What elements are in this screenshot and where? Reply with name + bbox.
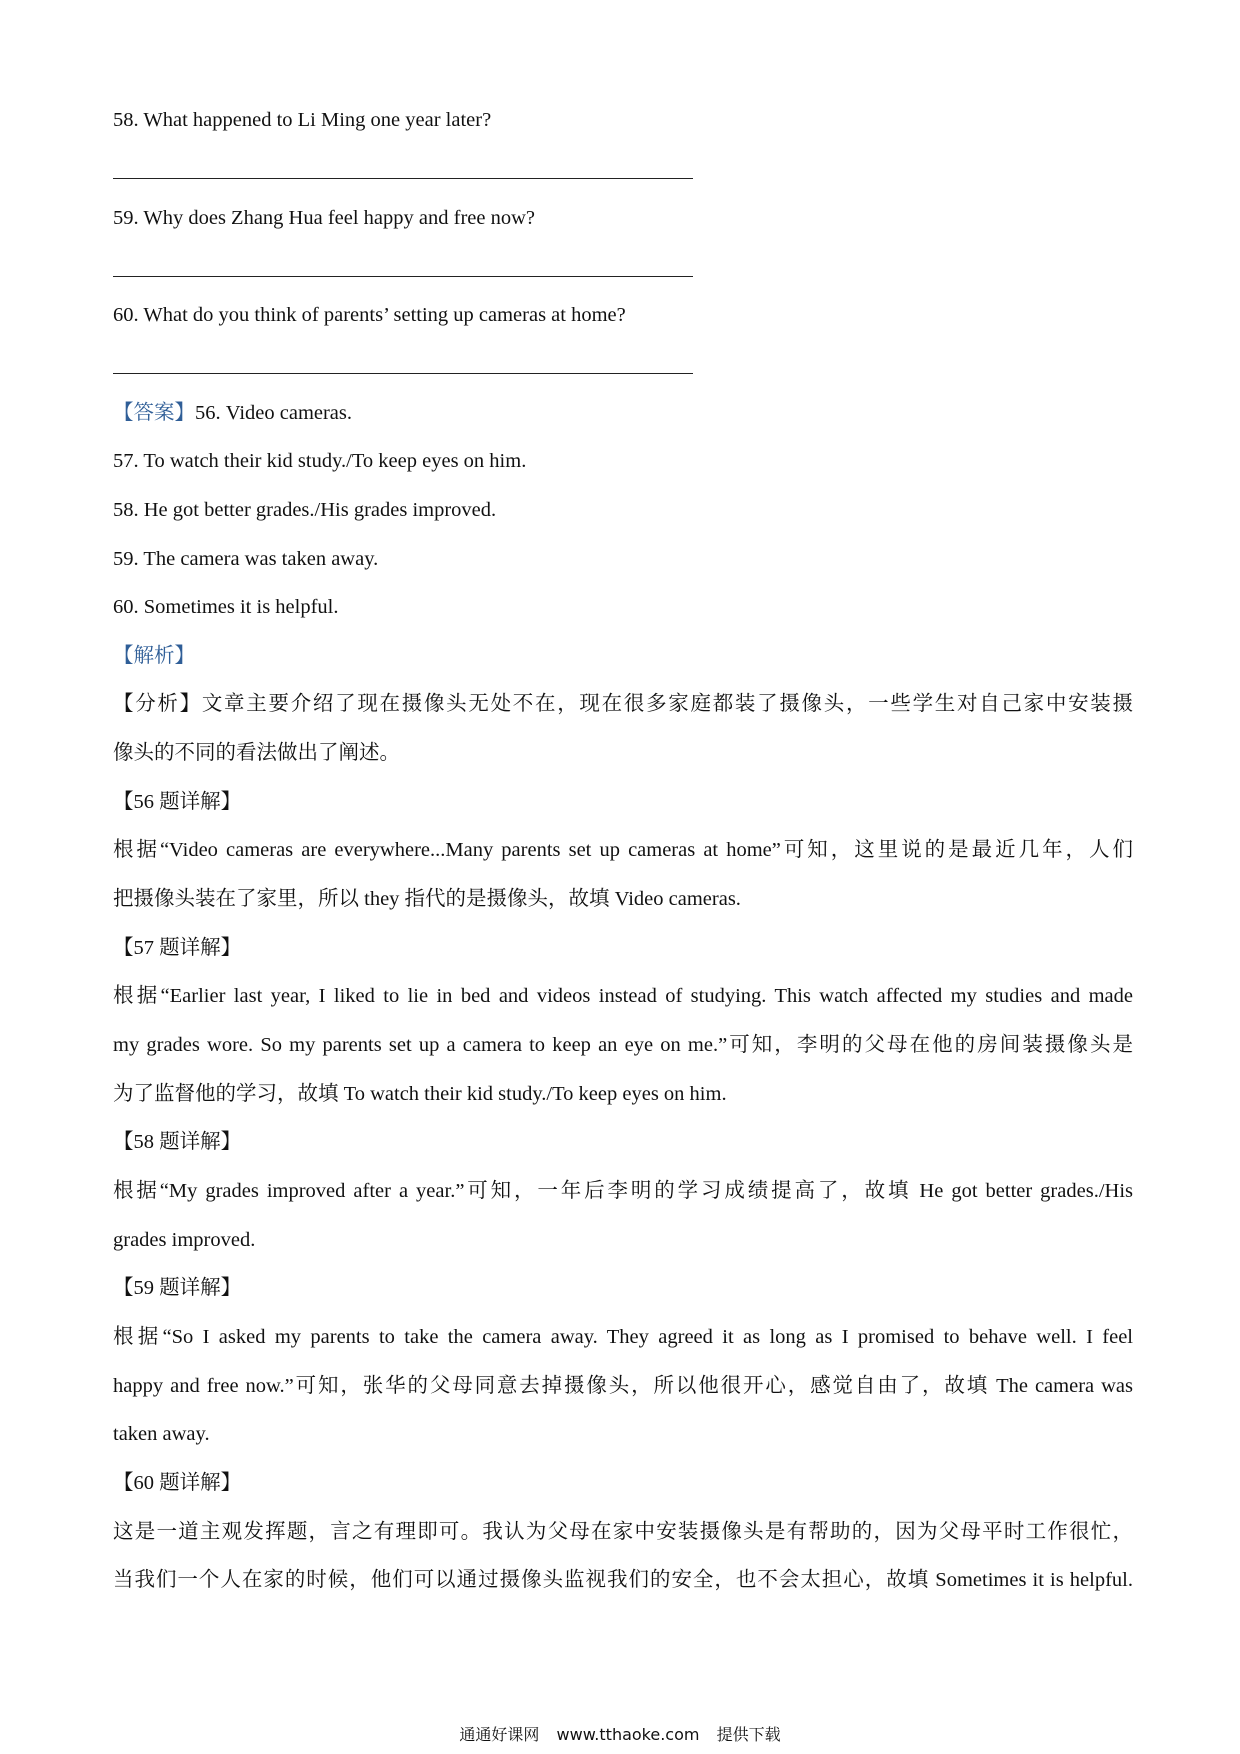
section-59-line-2: happy and free now.”可知，张华的父母同意去掉摄像头，所以他很开心，感觉自由了，故填 The camera was: [113, 1375, 1133, 1397]
footer-note: 提供下载: [716, 1725, 781, 1744]
section-58-line-1: 根据“My grades improved after a year.”可知，一年后李明的学习成绩提高了，故填 He got better grades./His: [113, 1180, 1133, 1202]
answer-blank-59: [113, 276, 693, 277]
answer-60: 60. Sometimes it is helpful.: [113, 596, 339, 618]
section-56-heading: 【56 题详解】: [113, 791, 242, 813]
section-60-heading: 【60 题详解】: [113, 1472, 242, 1494]
section-56-line-1: 根据“Video cameras are everywhere...Many parents set up cameras at home”可知，这里说的是最近几年，人们: [113, 839, 1133, 861]
answer-56: 56. Video cameras.: [195, 402, 353, 424]
section-60-line-1: 这是一道主观发挥题，言之有理即可。我认为父母在家中安装摄像头是有帮助的，因为父母平时工作很忙，: [113, 1521, 1133, 1543]
answer-blank-58: [113, 178, 693, 179]
section-57-line-2: my grades wore. So my parents set up a camera to keep an eye on me.”可知，李明的父母在他的房间装摄像头是: [113, 1034, 1133, 1056]
page-footer: [0, 1724, 1240, 1746]
footer-url-link[interactable]: www.tthaoke.com: [556, 1725, 700, 1744]
section-57-line-1: 根据“Earlier last year, I liked to lie in bed and videos instead of studying. This watch affected my studies and made: [113, 985, 1133, 1007]
section-60-line-2: 当我们一个人在家的时候，他们可以通过摄像头监视我们的安全，也不会太担心，故填 Sometimes it is helpful.: [113, 1569, 1133, 1591]
section-58-line-2: grades improved.: [113, 1229, 256, 1251]
question-59: 59. Why does Zhang Hua feel happy and free now?: [113, 207, 536, 229]
section-57-heading: 【57 题详解】: [113, 937, 242, 959]
section-57-line-3: 为了监督他的学习，故填 To watch their kid study./To keep eyes on him.: [113, 1083, 727, 1105]
analysis-summary-line-2: 像头的不同的看法做出了阐述。: [113, 742, 400, 764]
answer-58: 58. He got better grades./His grades improved.: [113, 499, 497, 521]
question-58: 58. What happened to Li Ming one year later?: [113, 109, 492, 131]
section-56-line-2: 把摄像头装在了家里，所以 they 指代的是摄像头，故填 Video cameras.: [113, 888, 741, 910]
section-58-heading: 【58 题详解】: [113, 1131, 242, 1153]
answer-label: 【答案】: [113, 402, 195, 424]
footer-site-name: 通通好课网: [459, 1725, 540, 1744]
section-59-line-1: 根据“So I asked my parents to take the camera away. They agreed it as long as I promised to behave well. I feel: [113, 1326, 1133, 1348]
answer-line-56: [113, 398, 1133, 428]
analysis-summary-line-1: 【分析】文章主要介绍了现在摄像头无处不在，现在很多家庭都装了摄像头，一些学生对自己家中安装摄: [113, 693, 1133, 715]
section-59-line-3: taken away.: [113, 1423, 210, 1445]
section-59-heading: 【59 题详解】: [113, 1277, 242, 1299]
answer-57: 57. To watch their kid study./To keep eyes on him.: [113, 450, 527, 472]
answer-59: 59. The camera was taken away.: [113, 548, 379, 570]
question-60: 60. What do you think of parents’ setting up cameras at home?: [113, 304, 626, 326]
analysis-label: 【解析】: [113, 645, 195, 667]
answer-blank-60: [113, 373, 693, 374]
